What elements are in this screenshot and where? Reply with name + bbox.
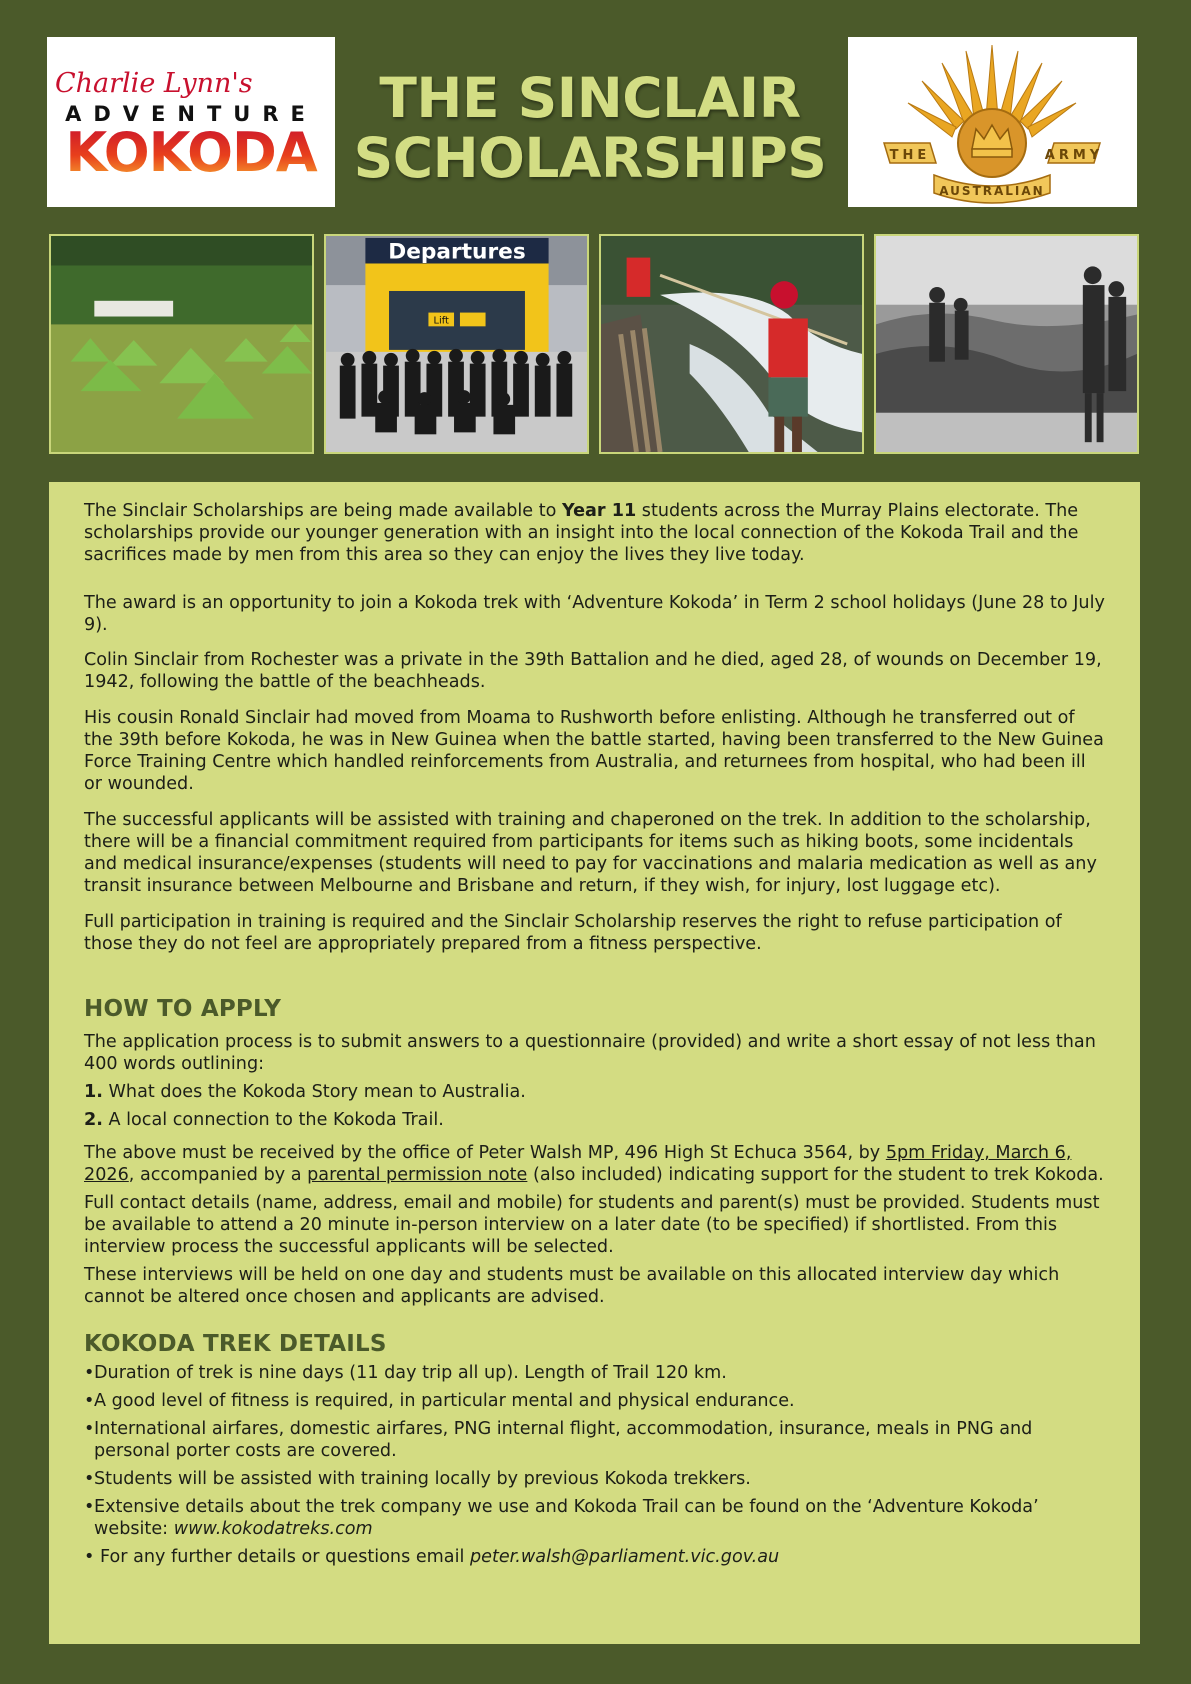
apply-item-2 — [84, 1109, 1106, 1131]
bullet-2-dot: • — [84, 1391, 95, 1411]
intro-p1-text-b: students across the Murray Plains electorate. The scholarships provide our younger generation with an insight into the local connection of the Kokoda Trail and the sacrifices made by men from this area so they can enjoy the lives they live today. — [84, 501, 1079, 565]
intro-p1-text-a: The Sinclair Scholarships are being made available to — [84, 501, 562, 521]
trek-bullet-1-text: Duration of trek is nine days (11 day trip all up). Length of Trail 120 km. — [94, 1363, 727, 1383]
apply-paragraph-2 — [84, 1142, 1106, 1186]
badge-text-the: THE — [889, 148, 931, 163]
departures-sign-text: Departures — [388, 239, 526, 265]
bullet-5-dot: • — [84, 1497, 95, 1517]
logo-script-text: Charlie Lynn's — [55, 68, 253, 99]
parental-permission-note-text: parental permission note — [307, 1165, 528, 1185]
intro-paragraph-1 — [84, 500, 1106, 566]
apply-item-1-text: What does the Kokoda Story mean to Australia. — [102, 1082, 526, 1102]
intro-paragraph-5: The successful applicants will be assisted with training and chaperoned on the trek. In addition to the scholarship, there will be a financial commitment required from participants for items such as hiking boots, some incidentals and medical insurance/expenses (students will need to pay for vaccinations and malaria medication as well as any transit insurance between Melbourne and Brisbane and return, if they wish, for injury, lost luggage etc). — [84, 810, 1097, 896]
trek-bullet-6 — [84, 1546, 1106, 1568]
apply-item-1-number: 1. — [84, 1082, 103, 1102]
logo-adventure-text: ADVENTURE — [65, 102, 317, 126]
lift-sign-text: Lift — [433, 315, 449, 327]
apply-item-2-text: A local connection to the Kokoda Trail. — [102, 1110, 444, 1130]
trek-bullet-4-text: Students will be assisted with training locally by previous Kokoda trekkers. — [94, 1469, 751, 1489]
bullet-6-dot: • — [84, 1547, 95, 1567]
australian-army-badge — [848, 37, 1137, 207]
intro-paragraph-3: Colin Sinclair from Rochester was a private in the 39th Battalion and he died, aged 28, of wounds on December 19, 1942, following the battle of the beachheads. — [84, 650, 1102, 692]
photo-departures-group — [324, 234, 589, 454]
intro-paragraph-6: Full participation in training is required and the Sinclair Scholarship reserves the right to refuse participation of those they do not feel are appropriately prepared from a fitness perspective. — [84, 912, 1062, 954]
photo-campsite-tents — [49, 234, 314, 454]
deadline-text: 5pm Friday, March 6, 2026 — [84, 1143, 1072, 1185]
photo-historic-soldiers — [874, 234, 1139, 454]
apply-p2-text-b: , accompanied by a — [128, 1165, 308, 1185]
trek-bullet-1 — [84, 1362, 1106, 1384]
how-to-apply-heading: HOW TO APPLY — [84, 996, 282, 1022]
apply-p2-text-a: The above must be received by the office of Peter Walsh MP, 496 High St Echuca 3564, by — [84, 1143, 886, 1163]
title-line-1: THE SINCLAIR — [379, 66, 801, 130]
intro-paragraph-4: His cousin Ronald Sinclair had moved from Moama to Rushworth before enlisting. Although he transferred out of the 39th before Kokoda, he was in New Guinea when the battle started, having been transferred to the New Guinea Force Training Centre which handled reinforcements from Australia, and returnees from hospital, who had been ill or wounded. — [84, 708, 1104, 794]
trek-bullet-3 — [84, 1418, 1106, 1462]
bullet-1-dot: • — [84, 1363, 95, 1383]
apply-item-2-number: 2. — [84, 1110, 103, 1130]
content-panel — [49, 482, 1140, 1644]
contact-email-link[interactable]: peter.walsh@parliament.vic.gov.au — [469, 1547, 780, 1567]
page-title — [340, 68, 840, 188]
adventure-kokoda-logo — [47, 37, 335, 207]
trek-bullet-3-text: International airfares, domestic airfares, PNG internal flight, accommodation, insurance, meals in PNG and personal porter costs are covered. — [94, 1419, 1033, 1461]
apply-p2-text-c: (also included) indicating support for the student to trek Kokoda. — [527, 1165, 1104, 1185]
kokoda-website-link[interactable]: www.kokodatreks.com — [173, 1519, 373, 1539]
logo-kokoda-text: KOKODA — [65, 121, 317, 184]
trek-details-heading: KOKODA TREK DETAILS — [84, 1331, 387, 1357]
photo-river-crossing — [599, 234, 864, 454]
trek-bullet-5-text — [94, 1496, 1106, 1540]
bullet-4-dot: • — [84, 1469, 95, 1489]
apply-item-1 — [84, 1081, 1106, 1103]
title-line-2: SCHOLARSHIPS — [353, 126, 827, 190]
apply-paragraph-1: The application process is to submit answers to a questionnaire (provided) and write a short essay of not less than 400 words outlining: — [84, 1032, 1096, 1074]
badge-text-army: ARMY — [1044, 148, 1104, 163]
apply-paragraph-4: These interviews will be held on one day and students must be available on this allocated interview day which cannot be altered once chosen and applicants are advised. — [84, 1265, 1060, 1307]
trek-bullet-5-text-a: Extensive details about the trek company we use and Kokoda Trail can be found on the ‘Adventure Kokoda’ website: — [94, 1497, 1039, 1539]
trek-bullet-2 — [84, 1390, 1106, 1412]
bullet-3-dot: • — [84, 1419, 95, 1439]
badge-text-australian: AUSTRALIAN — [939, 184, 1045, 198]
trek-bullet-5 — [84, 1496, 1106, 1540]
year-11-highlight: Year 11 — [561, 501, 637, 521]
trek-bullet-4 — [84, 1468, 1106, 1490]
trek-bullet-2-text: A good level of fitness is required, in particular mental and physical endurance. — [94, 1391, 795, 1411]
trek-bullet-6-text-a: For any further details or questions email — [94, 1547, 470, 1567]
apply-paragraph-3: Full contact details (name, address, email and mobile) for students and parent(s) must be provided. Students must be available to attend a 20 minute in-person interview on a later date (to be specified) if shortlisted. From this interview process the successful applicants will be selected. — [84, 1193, 1100, 1257]
intro-paragraph-2: The award is an opportunity to join a Kokoda trek with ‘Adventure Kokoda’ in Term 2 school holidays (June 28 to July 9). — [84, 593, 1105, 635]
